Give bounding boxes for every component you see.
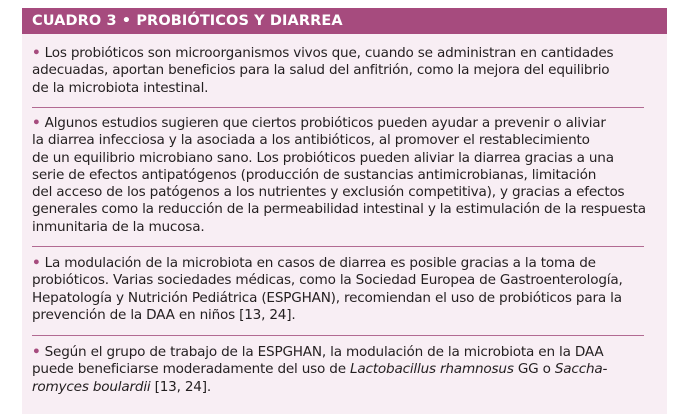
text-line: del acceso de los patógenos a los nutrientes y exclusión competitiva), y gracias a efectos	[32, 184, 625, 201]
text-line: prevención de la DAA en niños [13, 24].	[32, 306, 296, 323]
line-text: Según el grupo de trabajo de la ESPGHAN, la modulación de la microbiota en la DAA	[44, 344, 604, 360]
divider	[32, 107, 644, 108]
box-body	[22, 34, 667, 414]
line-text: GG o	[513, 361, 555, 378]
bullet-item-3	[32, 255, 654, 324]
text-line: la diarrea infecciosa y la asociada a los antibióticos, al promover el restablecimiento	[32, 132, 590, 149]
line-text: Los probióticos son microorganismos vivos que, cuando se administran en cantidades	[44, 45, 614, 61]
species-name: Lactobacillus rhamnosus	[350, 361, 514, 378]
divider	[32, 246, 644, 247]
text-line	[32, 45, 654, 62]
bullet-icon: •	[32, 255, 41, 271]
bullet-item-1	[32, 45, 654, 97]
text-line: probióticos. Varias sociedades médicas, como la Sociedad Europea de Gastroenterología,	[32, 272, 623, 289]
text-line: Hepatología y Nutrición Pediátrica (ESPGHAN), recomiendan el uso de probióticos para la	[32, 289, 622, 306]
text-line: generales como la reducción de la permeabilidad intestinal y la estimulación de la respuesta	[32, 201, 646, 218]
bullet-item-2	[32, 115, 654, 236]
text-line	[32, 361, 654, 378]
bullet-item-4	[32, 344, 654, 396]
box-header	[22, 8, 667, 34]
bullet-icon: •	[32, 45, 41, 61]
line-text: puede beneficiarse moderadamente del uso de	[32, 361, 350, 378]
line-text: La modulación de la microbiota en casos de diarrea es posible gracias a la toma de	[44, 255, 596, 271]
text-line: de un equilibrio microbiano sano. Los probióticos pueden aliviar la diarrea gracias a una	[32, 149, 614, 166]
text-line	[32, 344, 654, 361]
text-line: adecuadas, aportan beneficios para la salud del anfitrión, como la mejora del equilibrio	[32, 62, 610, 79]
bullet-icon: •	[32, 115, 41, 131]
line-text: Algunos estudios sugieren que ciertos probióticos pueden ayudar a prevenir o aliviar	[44, 115, 606, 131]
citation: [13, 24].	[150, 378, 211, 395]
text-line	[32, 255, 654, 272]
divider	[32, 335, 644, 336]
text-line: inmunitaria de la mucosa.	[32, 218, 205, 235]
species-name: Saccha-	[554, 361, 608, 378]
text-line: serie de efectos antipatógenos (producción de sustancias antimicrobianas, limitación	[32, 166, 597, 183]
text-line	[32, 379, 654, 396]
species-name: romyces boulardii	[32, 378, 151, 395]
text-line: de la microbiota intestinal.	[32, 79, 209, 96]
box-title: CUADRO 3 • PROBIÓTICOS Y DIARREA	[32, 13, 343, 29]
text-line	[32, 115, 654, 132]
bullet-icon: •	[32, 344, 41, 360]
